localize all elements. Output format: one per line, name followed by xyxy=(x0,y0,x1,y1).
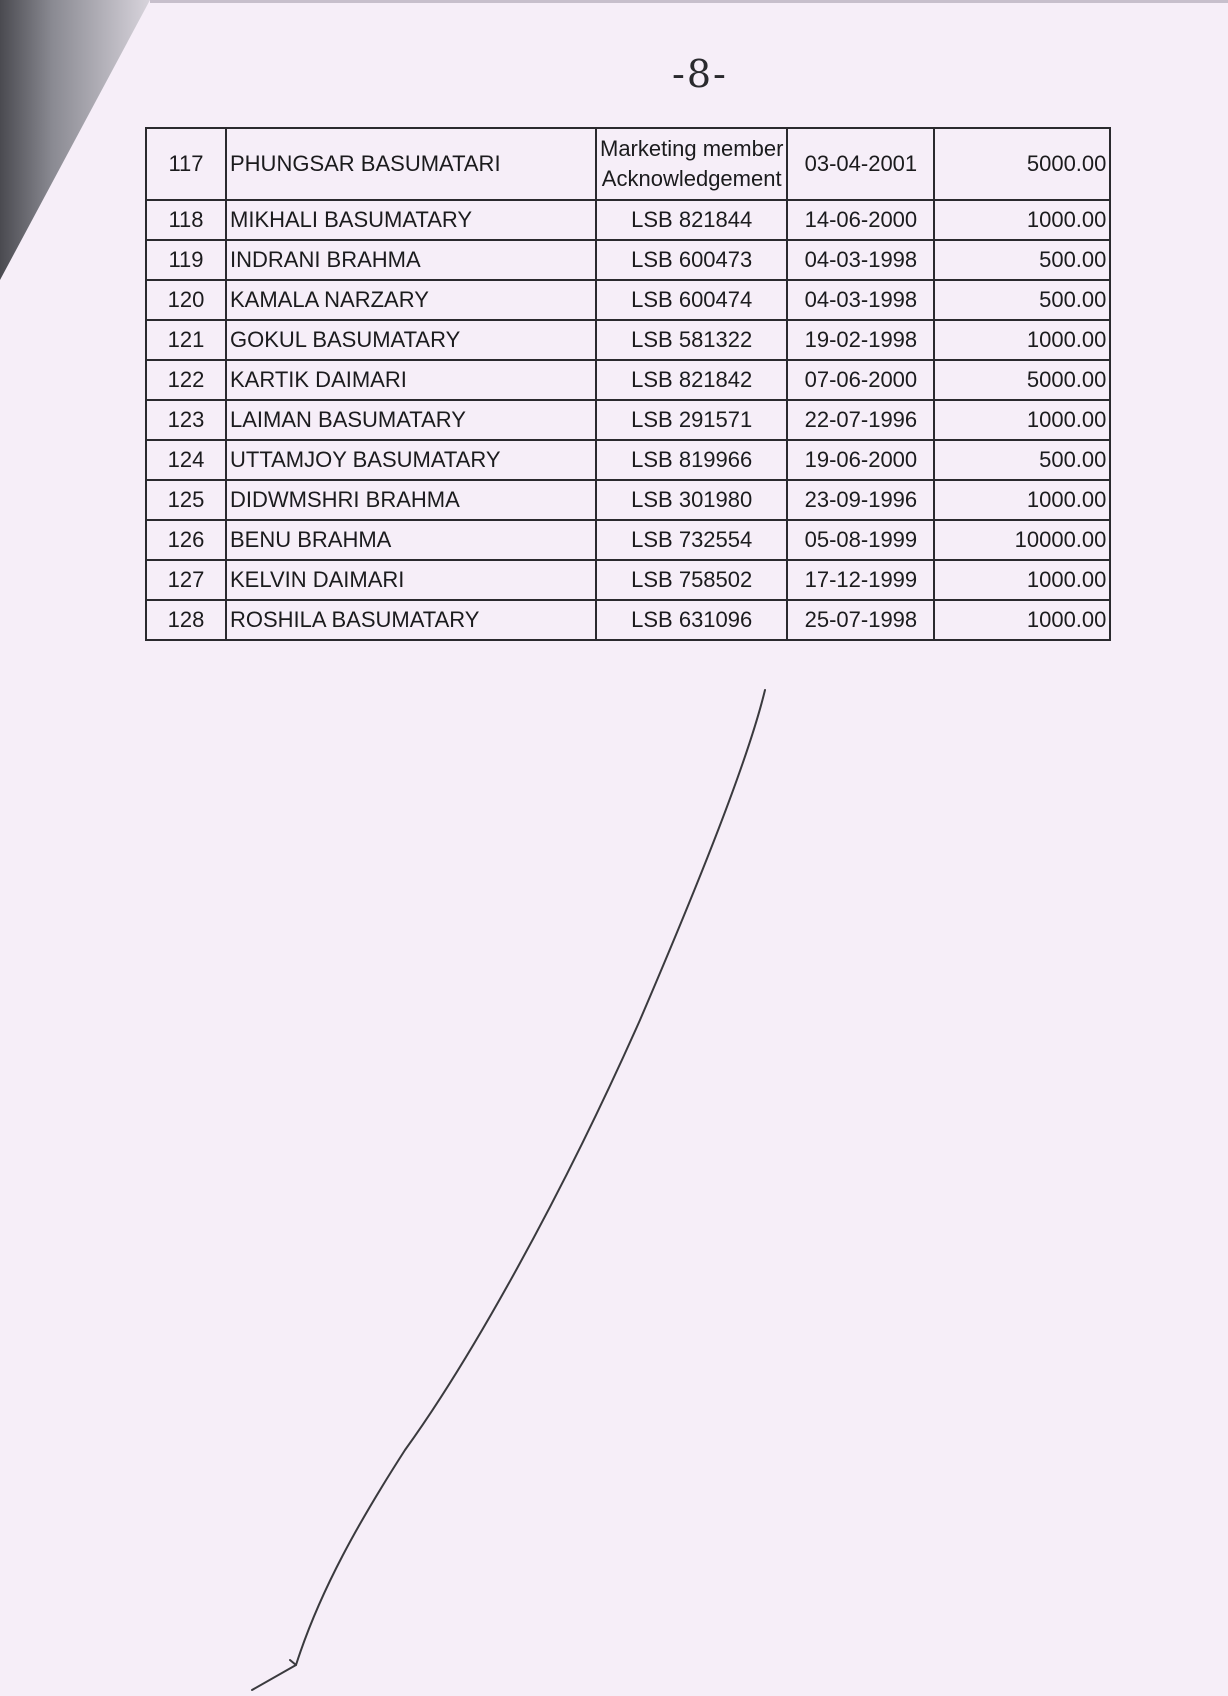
deposit-date: 22-07-1996 xyxy=(787,400,934,440)
receipt-reference: LSB 821844 xyxy=(596,200,787,240)
serial-number: 126 xyxy=(146,520,226,560)
deposit-amount: 10000.00 xyxy=(934,520,1110,560)
serial-number: 122 xyxy=(146,360,226,400)
page-number: -8- xyxy=(672,52,728,96)
serial-number: 125 xyxy=(146,480,226,520)
deposit-date: 14-06-2000 xyxy=(787,200,934,240)
deposit-amount: 1000.00 xyxy=(934,560,1110,600)
deposit-date: 05-08-1999 xyxy=(787,520,934,560)
receipt-reference: LSB 301980 xyxy=(596,480,787,520)
depositor-name: ROSHILA BASUMATARY xyxy=(226,600,596,640)
depositor-name: UTTAMJOY BASUMATARY xyxy=(226,440,596,480)
depositor-name: MIKHALI BASUMATARY xyxy=(226,200,596,240)
deposit-date: 04-03-1998 xyxy=(787,280,934,320)
depositor-name: DIDWMSHRI BRAHMA xyxy=(226,480,596,520)
deposit-amount: 5000.00 xyxy=(934,128,1110,200)
serial-number: 119 xyxy=(146,240,226,280)
depositor-name: LAIMAN BASUMATARY xyxy=(226,400,596,440)
deposit-date: 23-09-1996 xyxy=(787,480,934,520)
receipt-reference: LSB 819966 xyxy=(596,440,787,480)
serial-number: 124 xyxy=(146,440,226,480)
depositor-name: BENU BRAHMA xyxy=(226,520,596,560)
depositor-name: INDRANI BRAHMA xyxy=(226,240,596,280)
deposit-date: 03-04-2001 xyxy=(787,128,934,200)
deposit-date: 19-06-2000 xyxy=(787,440,934,480)
receipt-reference: LSB 581322 xyxy=(596,320,787,360)
depositor-name: KARTIK DAIMARI xyxy=(226,360,596,400)
deposit-amount: 1000.00 xyxy=(934,480,1110,520)
receipt-reference: LSB 758502 xyxy=(596,560,787,600)
deposit-amount: 5000.00 xyxy=(934,360,1110,400)
serial-number: 117 xyxy=(146,128,226,200)
receipt-reference-line2: Acknowledgement xyxy=(601,166,782,191)
deposit-date: 07-06-2000 xyxy=(787,360,934,400)
pen-line xyxy=(296,690,765,1665)
receipt-reference: LSB 600473 xyxy=(596,240,787,280)
serial-number: 123 xyxy=(146,400,226,440)
receipt-reference: LSB 291571 xyxy=(596,400,787,440)
pen-line-tail xyxy=(252,1660,296,1690)
depositor-name: GOKUL BASUMATARY xyxy=(226,320,596,360)
deposit-amount: 500.00 xyxy=(934,240,1110,280)
deposit-amount: 500.00 xyxy=(934,280,1110,320)
depositor-name: KAMALA NARZARY xyxy=(226,280,596,320)
deposit-amount: 1000.00 xyxy=(934,200,1110,240)
deposit-amount: 1000.00 xyxy=(934,600,1110,640)
deposit-date: 19-02-1998 xyxy=(787,320,934,360)
deposit-date: 25-07-1998 xyxy=(787,600,934,640)
depositor-name: PHUNGSAR BASUMATARI xyxy=(226,128,596,200)
receipt-reference: LSB 821842 xyxy=(596,360,787,400)
serial-number: 118 xyxy=(146,200,226,240)
deposit-amount: 1000.00 xyxy=(934,400,1110,440)
receipt-reference: LSB 631096 xyxy=(596,600,787,640)
receipt-reference: LSB 732554 xyxy=(596,520,787,560)
depositor-name: KELVIN DAIMARI xyxy=(226,560,596,600)
serial-number: 120 xyxy=(146,280,226,320)
receipt-reference: LSB 600474 xyxy=(596,280,787,320)
serial-number: 128 xyxy=(146,600,226,640)
serial-number: 127 xyxy=(146,560,226,600)
serial-number: 121 xyxy=(146,320,226,360)
deposit-amount: 1000.00 xyxy=(934,320,1110,360)
deposit-date: 17-12-1999 xyxy=(787,560,934,600)
deposit-amount: 500.00 xyxy=(934,440,1110,480)
receipt-reference-line1: Marketing member xyxy=(600,136,784,161)
deposit-date: 04-03-1998 xyxy=(787,240,934,280)
